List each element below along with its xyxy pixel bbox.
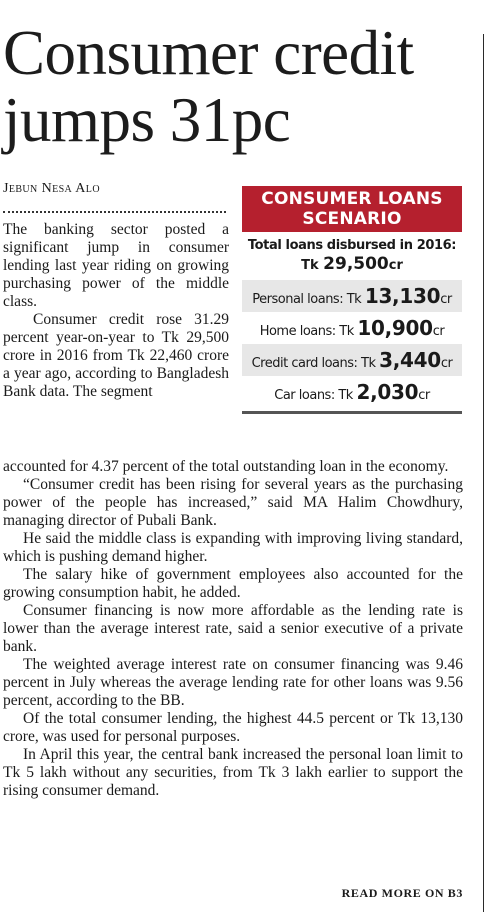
loan-row-credit-card bbox=[242, 344, 462, 376]
loans-infobox bbox=[242, 186, 462, 414]
loan-unit: cr bbox=[418, 388, 430, 403]
loan-unit: cr bbox=[432, 324, 445, 339]
loan-value: 3,440 bbox=[379, 348, 441, 372]
loan-label: Home loans: Tk bbox=[259, 324, 358, 339]
article-body-wide bbox=[3, 458, 463, 800]
loan-row-home bbox=[242, 312, 462, 344]
paragraph: “Consumer credit has been rising for several years as the purchasing power of the people has increased,” said MA Halim Chowdhury, managing director of Pubali Bank. bbox=[3, 476, 463, 529]
article-body-narrow bbox=[3, 221, 229, 401]
read-more-link[interactable]: READ MORE ON B3 bbox=[341, 886, 463, 900]
loan-value: 13,130 bbox=[364, 284, 441, 308]
loan-value: 10,900 bbox=[357, 316, 433, 340]
loan-row-personal bbox=[242, 280, 462, 312]
paragraph: The salary hike of government employees also accounted for the growing consumption habit, he added. bbox=[3, 566, 463, 601]
total-loans-amount bbox=[242, 254, 462, 274]
paragraph: Consumer financing is now more affordable as the lending rate is lower than the average interest rate, said a senior executive of a private bank. bbox=[3, 602, 463, 655]
total-loans-value: 29,500 bbox=[323, 254, 389, 274]
paragraph: In April this year, the central bank increased the personal loan limit to Tk 5 lakh without any securities, from Tk 3 lakh earlier to support the rising consumer demand. bbox=[3, 746, 463, 799]
total-loans-label: Total loans disbursed in 2016: bbox=[247, 238, 457, 253]
total-loans bbox=[242, 238, 462, 274]
loan-value: 2,030 bbox=[356, 380, 419, 404]
headline: Consumer credit jumps 31pc bbox=[3, 18, 414, 155]
paragraph: Of the total consumer lending, the highest 44.5 percent or Tk 13,130 crore, was used for personal purposes. bbox=[3, 710, 463, 745]
loan-label: Car loans: Tk bbox=[274, 388, 357, 403]
unit-label: cr bbox=[388, 258, 403, 273]
column-rule bbox=[483, 34, 484, 912]
paragraph: The weighted average interest rate on consumer financing was 9.46 percent in July whereas the average lending rate for other loans was 9.56 percent, according to the BB. bbox=[3, 656, 463, 709]
loan-label: Personal loans: Tk bbox=[252, 292, 365, 307]
currency-prefix: Tk bbox=[301, 258, 324, 273]
loan-unit: cr bbox=[440, 292, 452, 307]
byline-divider bbox=[3, 211, 226, 213]
loan-label: Credit card loans: Tk bbox=[251, 356, 380, 371]
paragraph: The banking sector posted a significant jump in consumer lending last year riding on growing purchasing power of the middle class. bbox=[3, 221, 229, 310]
loan-unit: cr bbox=[440, 356, 453, 371]
paragraph: accounted for 4.37 percent of the total outstanding loan in the economy. bbox=[3, 458, 449, 475]
infobox-bottom-rule bbox=[242, 411, 462, 414]
infobox-title bbox=[242, 186, 462, 232]
infobox-title-line: SCENARIO bbox=[302, 209, 402, 229]
paragraph: He said the middle class is expanding with improving living standard, which is pushing demand higher. bbox=[3, 530, 463, 565]
infobox-title-line: CONSUMER LOANS bbox=[261, 189, 443, 209]
paragraph: Consumer credit rose 31.29 percent year-on-year to Tk 29,500 crore in 2016 from Tk 22,460 crore a year ago, according to Bangladesh Bank data. The segment bbox=[3, 311, 229, 400]
loan-row-car bbox=[242, 376, 462, 408]
byline: Jebun Nesa Alo bbox=[3, 181, 100, 196]
